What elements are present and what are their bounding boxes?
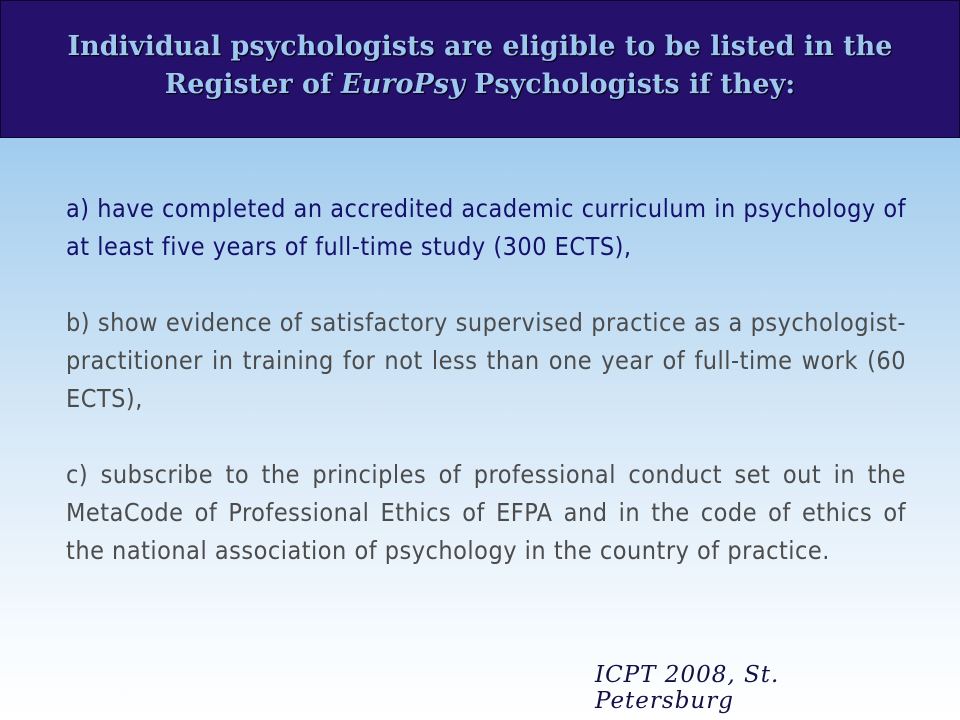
eligibility-item-a: a) have completed an accredited academic curriculum in psychology of at least five years of full-time study (300 ECTS), <box>66 194 906 261</box>
eligibility-item-c: c) subscribe to the principles of professional conduct set out in the MetaCode of Professional Ethics of EFPA and in the code of ethics of the national association of psychology in the country of practice. <box>66 460 906 565</box>
title-banner <box>0 0 960 138</box>
footer-caption: ICPT 2008, St. Petersburg <box>595 662 780 714</box>
eligibility-item-b: b) show evidence of satisfactory supervised practice as a psychologist-practitioner in training for not less than one year of full-time work (60 ECTS), <box>66 308 906 413</box>
title-text-emphasis: EuroPsy <box>341 69 465 100</box>
title-text-part2: Psychologists if they: <box>464 69 796 100</box>
title-text-part1: Individual psychologists are eligible to be listed in the Register of <box>67 31 893 100</box>
slide-title <box>30 28 930 104</box>
eligibility-list <box>66 190 906 570</box>
